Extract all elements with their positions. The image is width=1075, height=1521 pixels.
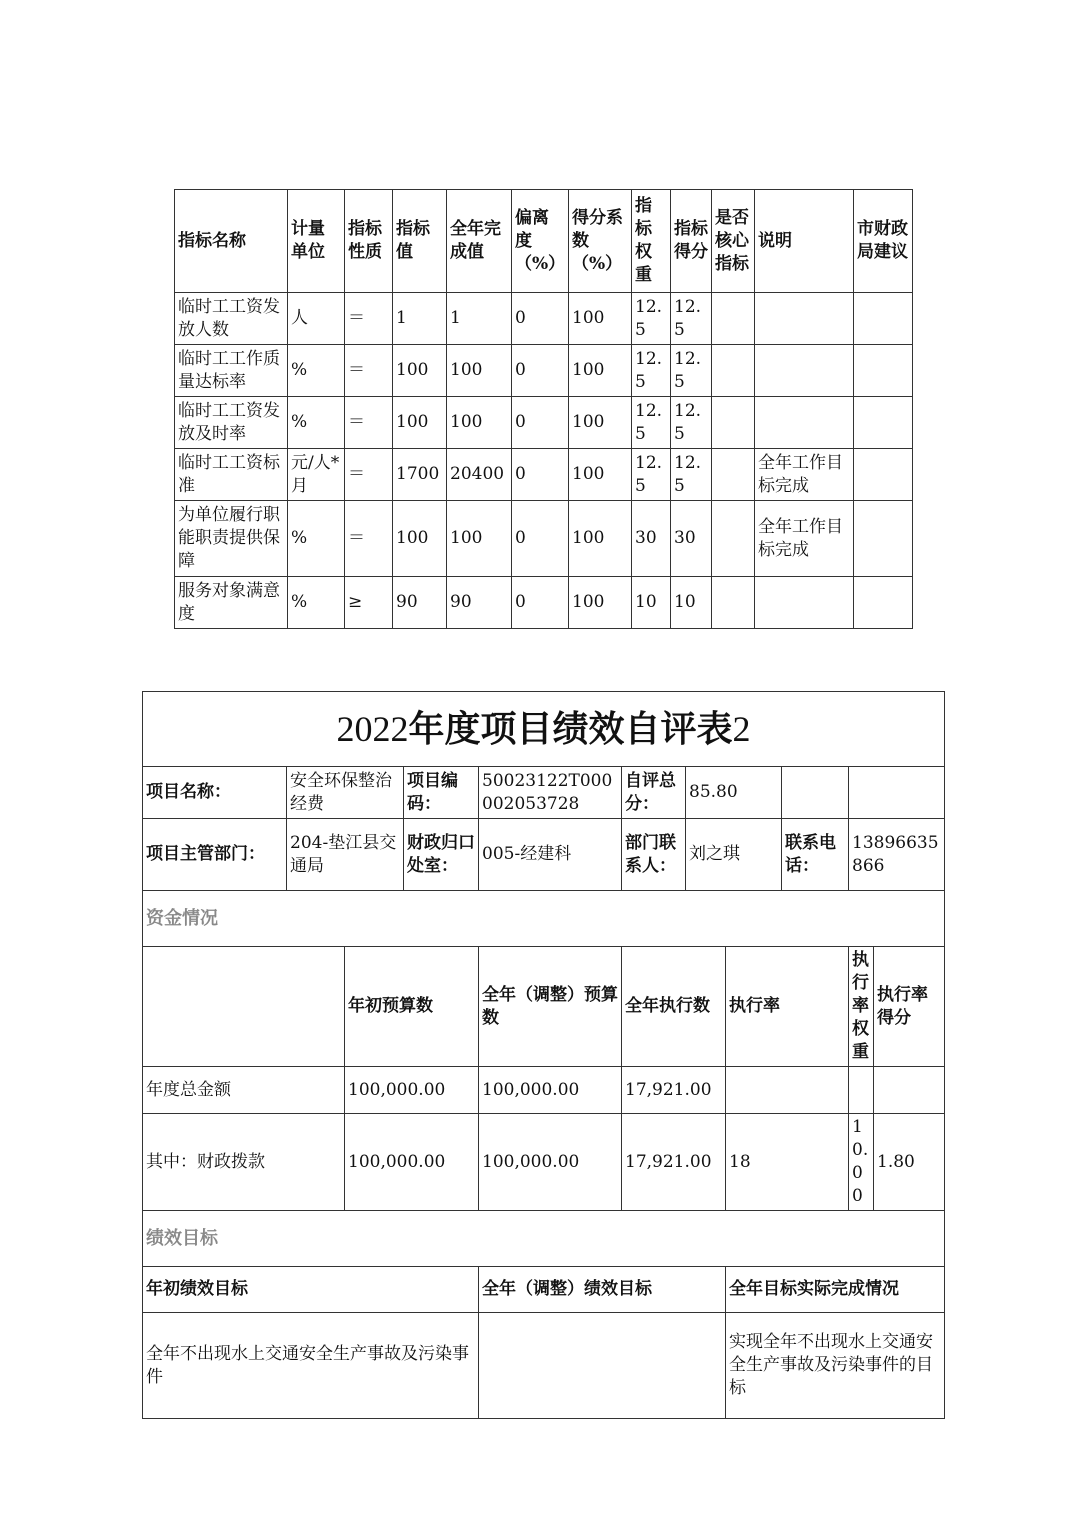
indicator-cell: 临时工工资发放人数	[175, 293, 288, 345]
indicator-cell: ≥	[345, 577, 393, 629]
indicator-cell: 12.5	[671, 449, 712, 501]
finance-office-label: 财政归口处室：	[404, 819, 479, 891]
funds-header: 全年（调整）预算数	[479, 947, 622, 1067]
indicator-cell: 12.5	[632, 345, 671, 397]
indicator-cell	[712, 577, 755, 629]
funds-cell	[849, 1067, 874, 1114]
indicator-table	[174, 189, 913, 629]
self-score-value: 85.80	[686, 767, 782, 819]
indicator-cell	[755, 293, 854, 345]
funds-cell: 100,000.00	[345, 1067, 479, 1114]
goals-header: 年初绩效目标	[143, 1267, 479, 1313]
indicator-cell: 临时工工资发放及时率	[175, 397, 288, 449]
funds-cell	[726, 1067, 849, 1114]
indicator-cell: 0	[512, 501, 569, 577]
indicator-cell	[854, 293, 913, 345]
title-year: 2022	[336, 708, 409, 749]
indicator-cell: 10	[671, 577, 712, 629]
indicator-cell	[854, 501, 913, 577]
funds-row	[143, 1114, 945, 1211]
indicator-cell	[712, 449, 755, 501]
indicator-cell: 0	[512, 345, 569, 397]
indicator-cell: 0	[512, 449, 569, 501]
indicator-cell: 10	[632, 577, 671, 629]
title-suffix: 2	[732, 708, 751, 749]
funds-row	[143, 1067, 945, 1114]
phone-value: 13896635866	[849, 819, 945, 891]
indicator-cell	[755, 577, 854, 629]
empty-cell	[849, 767, 945, 819]
indicator-header-cell: 市财政局建议	[854, 190, 913, 293]
indicator-cell: 30	[671, 501, 712, 577]
funds-cell: 17,921.00	[622, 1114, 726, 1211]
indicator-cell: 12.5	[632, 293, 671, 345]
indicator-header-cell: 指标权重	[632, 190, 671, 293]
indicator-cell: 元/人*月	[288, 449, 345, 501]
contact-label: 部门联系人：	[622, 819, 686, 891]
indicator-cell: %	[288, 577, 345, 629]
goals-header: 全年目标实际完成情况	[726, 1267, 945, 1313]
indicator-row	[175, 501, 913, 577]
goals-cell: 全年不出现水上交通安全生产事故及污染事件	[143, 1313, 479, 1419]
indicator-cell: 0	[512, 293, 569, 345]
funds-cell: 100,000.00	[479, 1114, 622, 1211]
indicator-header-cell: 偏离度（%）	[512, 190, 569, 293]
indicator-header-row	[175, 190, 913, 293]
indicator-cell	[854, 449, 913, 501]
self-score-label: 自评总分：	[622, 767, 686, 819]
indicator-cell: 100	[569, 449, 632, 501]
indicator-header-cell: 是否核心指标	[712, 190, 755, 293]
funds-cell	[874, 1067, 945, 1114]
indicator-cell: 30	[632, 501, 671, 577]
indicator-cell: 100	[447, 501, 512, 577]
funds-cell: 100,000.00	[345, 1114, 479, 1211]
project-code-label: 项目编码：	[404, 767, 479, 819]
title-text: 年度项目绩效自评表	[408, 707, 733, 750]
funds-header: 年初预算数	[345, 947, 479, 1067]
indicator-cell: ＝	[345, 397, 393, 449]
goals-cell: 实现全年不出现水上交通安全生产事故及污染事件的目标	[726, 1313, 945, 1419]
indicator-cell: %	[288, 345, 345, 397]
indicator-cell: %	[288, 501, 345, 577]
indicator-cell: 100	[447, 397, 512, 449]
indicator-cell: 100	[393, 397, 447, 449]
goals-header: 全年（调整）绩效目标	[479, 1267, 726, 1313]
indicator-cell: ＝	[345, 449, 393, 501]
indicator-row	[175, 397, 913, 449]
indicator-cell: 临时工工作质量达标率	[175, 345, 288, 397]
self-evaluation-form	[142, 691, 945, 1419]
indicator-cell: 100	[393, 345, 447, 397]
indicator-row	[175, 293, 913, 345]
indicator-cell: ＝	[345, 293, 393, 345]
indicator-header-cell: 说明	[755, 190, 854, 293]
project-name-label: 项目名称：	[143, 767, 287, 819]
indicator-cell: 20400	[447, 449, 512, 501]
indicator-cell: 12.5	[632, 449, 671, 501]
indicator-cell: 12.5	[671, 397, 712, 449]
indicator-cell: %	[288, 397, 345, 449]
indicator-cell: 90	[393, 577, 447, 629]
indicator-cell: 1	[393, 293, 447, 345]
indicator-row	[175, 345, 913, 397]
funds-cell: 100,000.00	[479, 1067, 622, 1114]
indicator-cell: 100	[569, 397, 632, 449]
indicator-header-cell: 指标性质	[345, 190, 393, 293]
indicator-row	[175, 449, 913, 501]
indicator-header-cell: 全年完成值	[447, 190, 512, 293]
project-name-value: 安全环保整治经费	[287, 767, 404, 819]
indicator-header-cell: 得分系数（%）	[569, 190, 632, 293]
indicator-cell: 100	[569, 501, 632, 577]
funds-row-label: 其中：财政拨款	[143, 1114, 345, 1211]
dept-label: 项目主管部门：	[143, 819, 287, 891]
goals-cell	[479, 1313, 726, 1419]
indicator-cell: 12.5	[671, 345, 712, 397]
goals-section-heading: 绩效目标	[143, 1211, 945, 1267]
indicator-cell	[712, 501, 755, 577]
indicator-cell	[854, 577, 913, 629]
indicator-header-cell: 计量单位	[288, 190, 345, 293]
indicator-cell	[854, 397, 913, 449]
indicator-cell: 全年工作目标完成	[755, 501, 854, 577]
indicator-header-cell: 指标得分	[671, 190, 712, 293]
form-title	[143, 692, 945, 767]
indicator-cell	[755, 345, 854, 397]
indicator-cell: 100	[569, 293, 632, 345]
indicator-cell: 100	[569, 577, 632, 629]
indicator-cell	[712, 293, 755, 345]
indicator-cell: 人	[288, 293, 345, 345]
funds-header: 全年执行数	[622, 947, 726, 1067]
project-code-value: 50023122T000002053728	[479, 767, 622, 819]
indicator-header-cell: 指标值	[393, 190, 447, 293]
indicator-cell: 90	[447, 577, 512, 629]
indicator-cell	[712, 345, 755, 397]
indicator-cell: ＝	[345, 501, 393, 577]
indicator-cell: 1	[447, 293, 512, 345]
finance-office-value: 005-经建科	[479, 819, 622, 891]
funds-section-heading: 资金情况	[143, 891, 945, 947]
indicator-cell: 为单位履行职能职责提供保障	[175, 501, 288, 577]
funds-row-label: 年度总金额	[143, 1067, 345, 1114]
funds-cell: 1.80	[874, 1114, 945, 1211]
indicator-row	[175, 577, 913, 629]
indicator-cell: 1700	[393, 449, 447, 501]
funds-cell: 10.00	[849, 1114, 874, 1211]
funds-header: 执行率权重	[849, 947, 874, 1067]
funds-cell: 18	[726, 1114, 849, 1211]
indicator-cell: 100	[569, 345, 632, 397]
indicator-cell: 临时工工资标准	[175, 449, 288, 501]
funds-header: 执行率	[726, 947, 849, 1067]
indicator-cell	[755, 397, 854, 449]
indicator-header-cell: 指标名称	[175, 190, 288, 293]
phone-label: 联系电话：	[782, 819, 849, 891]
funds-cell: 17,921.00	[622, 1067, 726, 1114]
indicator-cell: 100	[447, 345, 512, 397]
indicator-cell	[854, 345, 913, 397]
indicator-cell: 100	[393, 501, 447, 577]
dept-value: 204-垫江县交通局	[287, 819, 404, 891]
indicator-cell	[712, 397, 755, 449]
indicator-cell: 全年工作目标完成	[755, 449, 854, 501]
funds-header: 执行率得分	[874, 947, 945, 1067]
indicator-cell: 12.5	[671, 293, 712, 345]
indicator-cell: 0	[512, 397, 569, 449]
indicator-cell: 12.5	[632, 397, 671, 449]
indicator-cell: 服务对象满意度	[175, 577, 288, 629]
empty-cell	[782, 767, 849, 819]
indicator-cell: ＝	[345, 345, 393, 397]
contact-value: 刘之琪	[686, 819, 782, 891]
funds-header-empty	[143, 947, 345, 1067]
indicator-cell: 0	[512, 577, 569, 629]
